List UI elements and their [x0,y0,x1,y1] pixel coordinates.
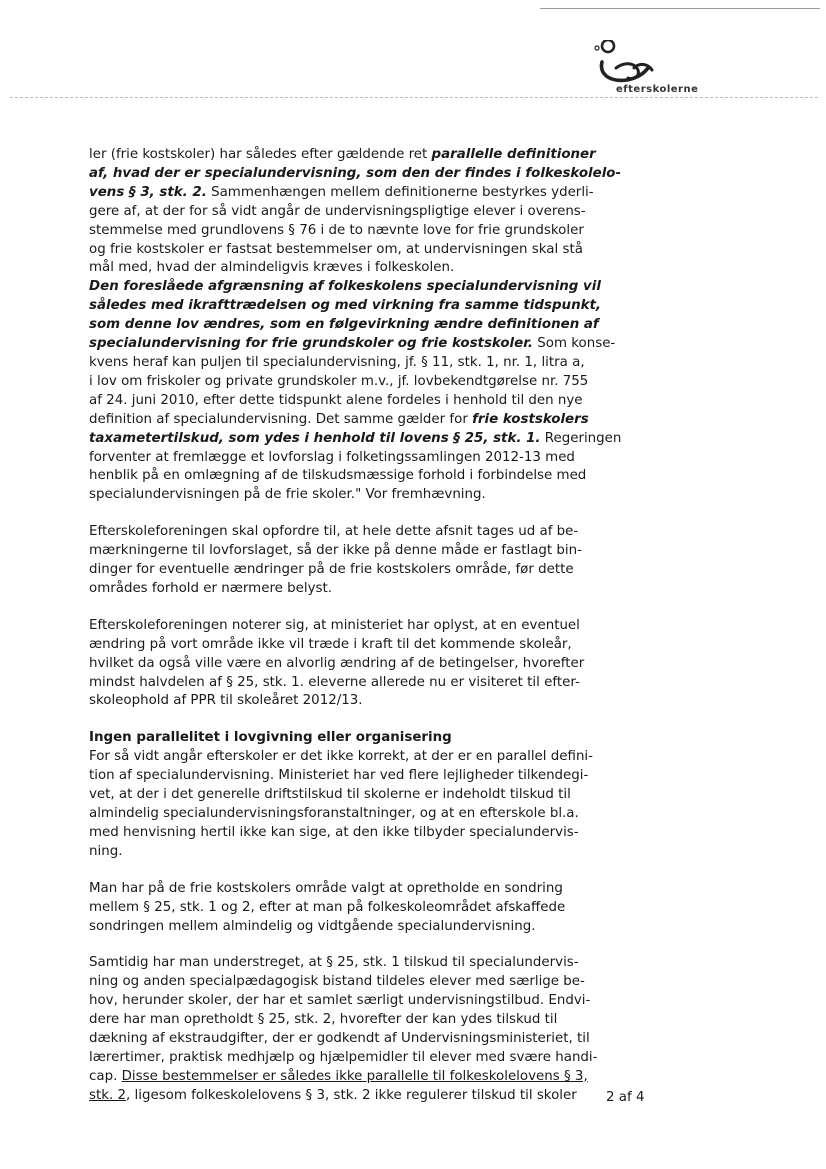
emphasis-line: som denne lov ændres, som en følgevirkning ændre definitionen af [89,317,599,333]
text-line: og frie kostskoler er fastsat bestemmelser om, at undervisningen skal stå [89,241,583,257]
paragraph-gap [89,936,609,954]
letter-body [89,146,622,1106]
emphasis-run: parallelle definitioner [431,147,596,162]
text-line: dere har man opretholdt § 25, stk. 2, hvorefter der kan ydes tilskud til [89,1012,558,1028]
text-run: , ligesom folkeskolelovens § 3, stk. 2 ikke regulerer tilskud til skoler [126,1087,577,1103]
text-line: vet, at der i det generelle driftstilskud til skolerne er indeholdt tilskud til [89,787,571,803]
text-line: i lov om friskoler og private grundskoler m.v., jf. lovbekendtgørelse nr. 755 [89,373,589,389]
text-run: Sammenhængen mellem definitionerne bestyrkes yderli- [206,184,594,200]
emphasis-line: Den foreslåede afgrænsning af folkeskolens specialundervisning vil [89,279,601,295]
paragraph-6 [89,954,609,1105]
text-run: Som konse- [533,336,616,352]
emphasis-line: således med ikrafttrædelsen og med virkning fra samme tidspunkt, [89,298,601,314]
header-rule [10,97,818,98]
text-line: forventer at fremlægge et lovforslag i folketingssamlingen 2012-13 med [89,449,575,465]
emphasis-run: taxametertilskud, som ydes i henhold til lovens § 25, stk. 1. [89,430,541,446]
text-line: Man har på de frie kostskolers område valgt at opretholde en sondring [89,880,563,896]
text-line: mellem § 25, stk. 1 og 2, efter at man på folkeskoleområdet afskaffede [89,899,566,915]
emphasis-run: frie kostskolers [472,411,589,427]
paragraph-gap [89,711,609,729]
top-rule [540,8,820,9]
text-line: hov, herunder skoler, der har et samlet særligt undervisningstilbud. Endvi- [89,993,591,1009]
text-line: tion af specialundervisning. Ministeriet har ved flere lejligheder tilkendegi- [89,768,589,784]
text-line [89,335,616,354]
text-line: mål med, hvad der almindeligvis kræves i folkeskolen. [89,260,455,276]
text-line: dinger for eventuelle ændringer på de frie kostskolers område, før dette [89,562,574,578]
paragraph-gap [89,505,609,523]
text-line: Efterskoleforeningen skal opfordre til, at hele dette afsnit tages ud af be- [89,524,579,540]
text-run: ler (frie kostskoler) har således efter gældende ret [89,147,432,162]
logo-wordmark: efterskolerne [616,84,699,95]
text-line: ning. [89,843,123,859]
text-run: cap. [89,1068,122,1084]
efterskolerne-logo [594,40,699,102]
emphasis-line: af, hvad der er specialundervisning, som den der findes i folkeskolelo- [89,165,622,181]
text-line: mindst halvdelen af § 25, stk. 1. eleverne allerede nu er visiteret til efter- [89,674,580,690]
section-heading-block [89,729,609,861]
paragraph-1 [89,146,622,505]
emphasis-run: specialundervisning for frie grundskoler og frie kostskoler. [89,336,534,352]
text-line: henblik på en omlægning af de tilskudsmæssige forhold i forbindelse med [89,468,587,484]
emphasis-run: vens § 3, stk. 2. [89,184,207,200]
text-line [89,184,609,203]
text-line: kvens heraf kan puljen til specialundervisning, jf. § 11, stk. 1, nr. 1, litra a, [89,354,585,370]
paragraph-gap [89,599,609,617]
paragraph-5 [89,880,609,937]
text-line [89,1087,609,1106]
text-line: sondringen mellem almindelig og vidtgående specialundervisning. [89,918,536,934]
underlined-run: Disse bestemmelser er således ikke parallelle til folkeskolelovens § 3, [121,1068,588,1084]
section-heading: Ingen parallelitet i lovgivning eller organisering [89,730,452,746]
paragraph-gap [89,862,609,880]
text-line: specialundervisningen på de frie skoler." Vor fremhævning. [89,487,486,503]
text-line [89,1068,609,1087]
text-line: stemmelse med grundlovens § 76 i de to nævnte love for frie grundskoler [89,222,584,238]
text-line [89,430,622,449]
text-line: dækning af ekstraudgifter, der er godkendt af Undervisningsministeriet, til [89,1031,590,1047]
text-line: Efterskoleforeningen noterer sig, at ministeriet har oplyst, at en eventuel [89,617,580,633]
text-line: For så vidt angår efterskoler er det ikke korrekt, at der er en parallel defini- [89,749,593,765]
text-line: gere af, at der for så vidt angår de undervisningspligtige elever i overens- [89,203,586,219]
text-run: definition af specialundervisning. Det samme gælder for [89,411,473,427]
text-line: ændring på vort område ikke vil træde i kraft til det kommende skoleår, [89,636,572,652]
text-line: områdes forhold er nærmere belyst. [89,580,333,596]
text-line [89,411,609,430]
text-line [89,146,609,165]
text-line: ning og anden specialpædagogisk bistand tildeles elever med særlige be- [89,974,585,990]
underlined-run: stk. 2 [89,1087,127,1103]
paragraph-2 [89,523,609,599]
text-line: skoleophold af PPR til skoleåret 2012/13. [89,693,363,709]
text-line: af 24. juni 2010, efter dette tidspunkt alene fordeles i henhold til den nye [89,392,583,408]
text-line: Samtidig har man understreget, at § 25, stk. 1 tilskud til specialundervis- [89,955,579,971]
text-line: med henvisning hertil ikke kan sige, at den ikke tilbyder specialundervis- [89,824,579,840]
text-line: mærkningerne til lovforslaget, så der ikke på denne måde er fastlagt bin- [89,543,582,559]
text-line: hvilket da også ville være en alvorlig ændring af de betingelser, hvorefter [89,655,585,671]
text-run: Regeringen [540,430,622,446]
page-number: 2 af 4 [606,1090,645,1105]
paragraph-3 [89,617,609,712]
text-line: almindelig specialundervisningsforanstaltninger, og at en efterskole bl.a. [89,806,579,821]
text-line: lærertimer, praktisk medhjælp og hjælpemidler til elever med svære handi- [89,1049,598,1065]
